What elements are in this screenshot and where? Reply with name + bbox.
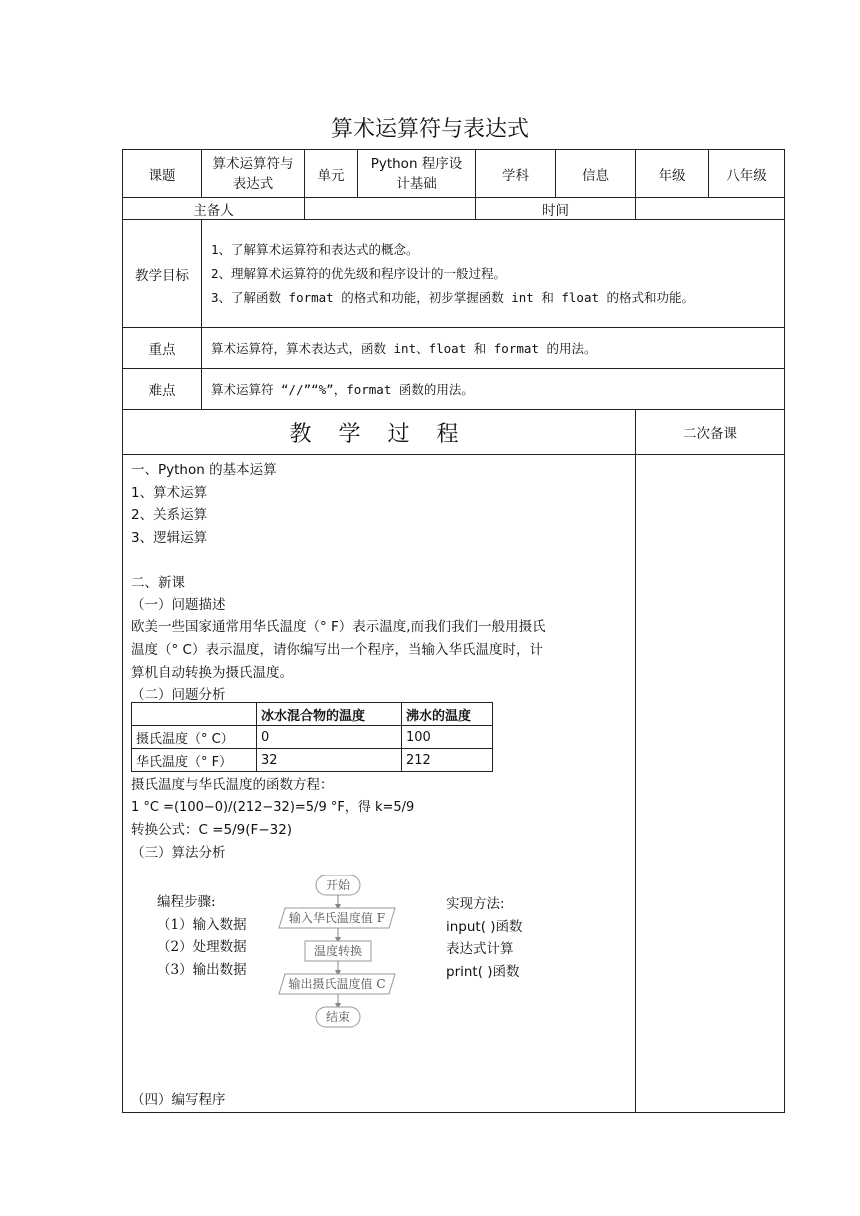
subsection-heading: （一）问题描述 <box>131 597 226 613</box>
subject-label: 学科 <box>476 150 556 198</box>
secondary-prep-area <box>636 455 785 1113</box>
temp-table-cell: 华氏温度（° F） <box>132 749 257 772</box>
flow-end: 结束 <box>325 1010 351 1024</box>
temp-table-cell: 摄氏温度（° C） <box>132 726 257 749</box>
process-content <box>123 455 636 1113</box>
formula-line: 转换公式：C =5/9(F−32) <box>131 822 293 838</box>
subsection-heading: （三）算法分析 <box>131 845 226 861</box>
temp-table-header: 沸水的温度 <box>402 703 493 726</box>
methods-title: 实现方法: <box>446 896 505 912</box>
method-item: print( )函数 <box>446 964 520 980</box>
goals-list <box>202 220 785 328</box>
difficulties-label: 难点 <box>123 369 202 410</box>
list-item: 3、逻辑运算 <box>131 530 208 546</box>
table-row <box>132 749 493 772</box>
list-item: 1、算术运算 <box>131 485 208 501</box>
temp-table-cell: 0 <box>257 726 402 749</box>
flow-start: 开始 <box>325 878 351 892</box>
subsection-heading: （二）问题分析 <box>131 687 226 703</box>
temp-table-cell: 32 <box>257 749 402 772</box>
formula-line: 1 °C =(100−0)/(212−32)=5/9 °F，得 k=5/9 <box>131 800 415 815</box>
paragraph-line: 欧美一些国家通常用华氏温度（° F）表示温度,而我们我们一般用摄氏 <box>131 619 546 635</box>
flow-process: 温度转换 <box>313 944 363 958</box>
table-row <box>132 726 493 749</box>
subsection-heading: （四）编写程序 <box>131 1092 226 1108</box>
temp-table-cell: 100 <box>402 726 493 749</box>
section-heading: 一、Python 的基本运算 <box>131 462 277 478</box>
goal-item: 1、了解算术运算符和表达式的概念。 <box>211 241 419 257</box>
lesson-plan-table <box>122 149 785 1113</box>
key-points-label: 重点 <box>123 328 202 369</box>
preparer-label: 主备人 <box>123 198 305 220</box>
temp-table-header <box>132 703 257 726</box>
temp-table-header: 冰水混合物的温度 <box>257 703 402 726</box>
topic-value: 算术运算符与表达式 <box>202 150 305 198</box>
unit-value: Python 程序设计基础 <box>358 150 476 198</box>
goals-label: 教学目标 <box>123 220 202 328</box>
flowchart <box>273 875 403 1035</box>
paragraph-line: 摄氏温度与华氏温度的函数方程： <box>131 777 334 793</box>
grade-value: 八年级 <box>709 150 785 198</box>
time-value <box>636 198 785 220</box>
secondary-prep-label: 二次备课 <box>636 410 785 455</box>
list-item: 2、关系运算 <box>131 507 208 523</box>
time-label: 时间 <box>476 198 636 220</box>
flow-output: 输出摄氏温度值 C <box>288 977 386 991</box>
unit-label: 单元 <box>305 150 358 198</box>
difficulties-text: 算术运算符 “//”“%”，format 函数的用法。 <box>202 369 785 410</box>
section-heading: 二、新课 <box>131 575 185 591</box>
step-item: （1）输入数据 <box>157 917 247 933</box>
temperature-table <box>131 702 493 772</box>
method-item: 表达式计算 <box>446 941 514 957</box>
process-title: 教 学 过 程 <box>123 410 636 455</box>
subject-value: 信息 <box>556 150 636 198</box>
steps-title: 编程步骤: <box>157 894 216 910</box>
preparer-value <box>305 198 476 220</box>
grade-label: 年级 <box>636 150 709 198</box>
step-item: （3）输出数据 <box>157 962 247 978</box>
topic-label: 课题 <box>123 150 202 198</box>
temp-table-cell: 212 <box>402 749 493 772</box>
paragraph-line: 算机自动转换为摄氏温度。 <box>131 665 293 681</box>
key-points-text: 算术运算符，算术表达式，函数 int、float 和 format 的用法。 <box>202 328 785 369</box>
flow-input: 输入华氏温度值 F <box>288 911 386 925</box>
paragraph-line: 温度（° C）表示温度，请你编写出一个程序，当输入华氏温度时，计 <box>131 642 543 658</box>
method-item: input( )函数 <box>446 919 523 935</box>
page-title: 算术运算符与表达式 <box>330 117 529 142</box>
step-item: （2）处理数据 <box>157 939 247 955</box>
goal-item: 2、理解算术运算符的优先级和程序设计的一般过程。 <box>211 265 507 281</box>
goal-item: 3、了解函数 format 的格式和功能，初步掌握函数 int 和 float 的格式和功能。 <box>211 289 695 305</box>
